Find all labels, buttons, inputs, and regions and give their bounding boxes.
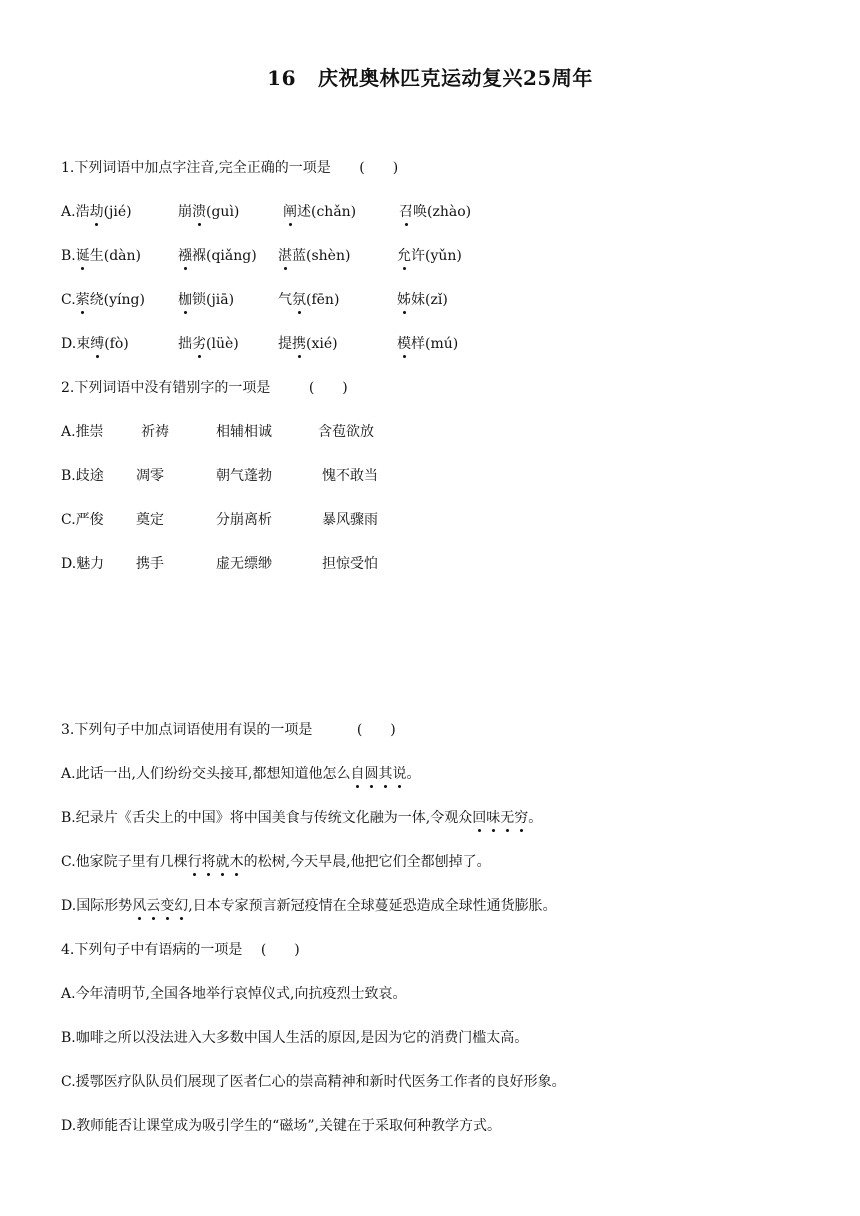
answer-bracket: ( )	[260, 942, 300, 958]
q4-option-d: D.教师能否让课堂成为吸引学生的“磁场”,关键在于采取何种教学方式。	[61, 1118, 501, 1134]
page-title	[0, 62, 860, 91]
answer-bracket: ( )	[359, 160, 399, 176]
question-1-stem: 1.下列词语中加点字注音,完全正确的一项是 ( )	[61, 160, 399, 176]
q4-option-a: A.今年清明节,全国各地举行哀悼仪式,向抗疫烈士致哀。	[61, 986, 407, 1002]
question-4-stem: 4.下列句子中有语病的一项是 ( )	[61, 942, 300, 958]
lesson-number: 16	[267, 66, 296, 90]
q3-option-b: B.纪录片《舌尖上的中国》将中国美食与传统文化融为一体,令观众回味无穷。	[61, 810, 543, 826]
q4-option-c: C.援鄂医疗队队员们展现了医者仁心的崇高精神和新时代医务工作者的良好形象。	[61, 1074, 566, 1090]
q4-option-b: B.咖啡之所以没法进入大多数中国人生活的原因,是因为它的消费门槛太高。	[61, 1030, 529, 1046]
question-3-stem: 3.下列句子中加点词语使用有误的一项是 ( )	[61, 722, 396, 738]
lesson-title: 庆祝奥林匹克运动复兴25周年	[318, 66, 593, 90]
q3-option-a: A.此话一出,人们纷纷交头接耳,都想知道他怎么自圆其说。	[61, 766, 421, 782]
q3-option-d: D.国际形势风云变幻,日本专家预言新冠疫情在全球蔓延恐造成全球性通货膨胀。	[61, 898, 557, 914]
answer-bracket: ( )	[356, 722, 396, 738]
q3-option-c: C.他家院子里有几棵行将就木的松树,今天早晨,他把它们全都刨掉了。	[61, 854, 491, 870]
answer-bracket: ( )	[308, 380, 348, 396]
question-2-stem: 2.下列词语中没有错别字的一项是 ( )	[61, 380, 348, 396]
